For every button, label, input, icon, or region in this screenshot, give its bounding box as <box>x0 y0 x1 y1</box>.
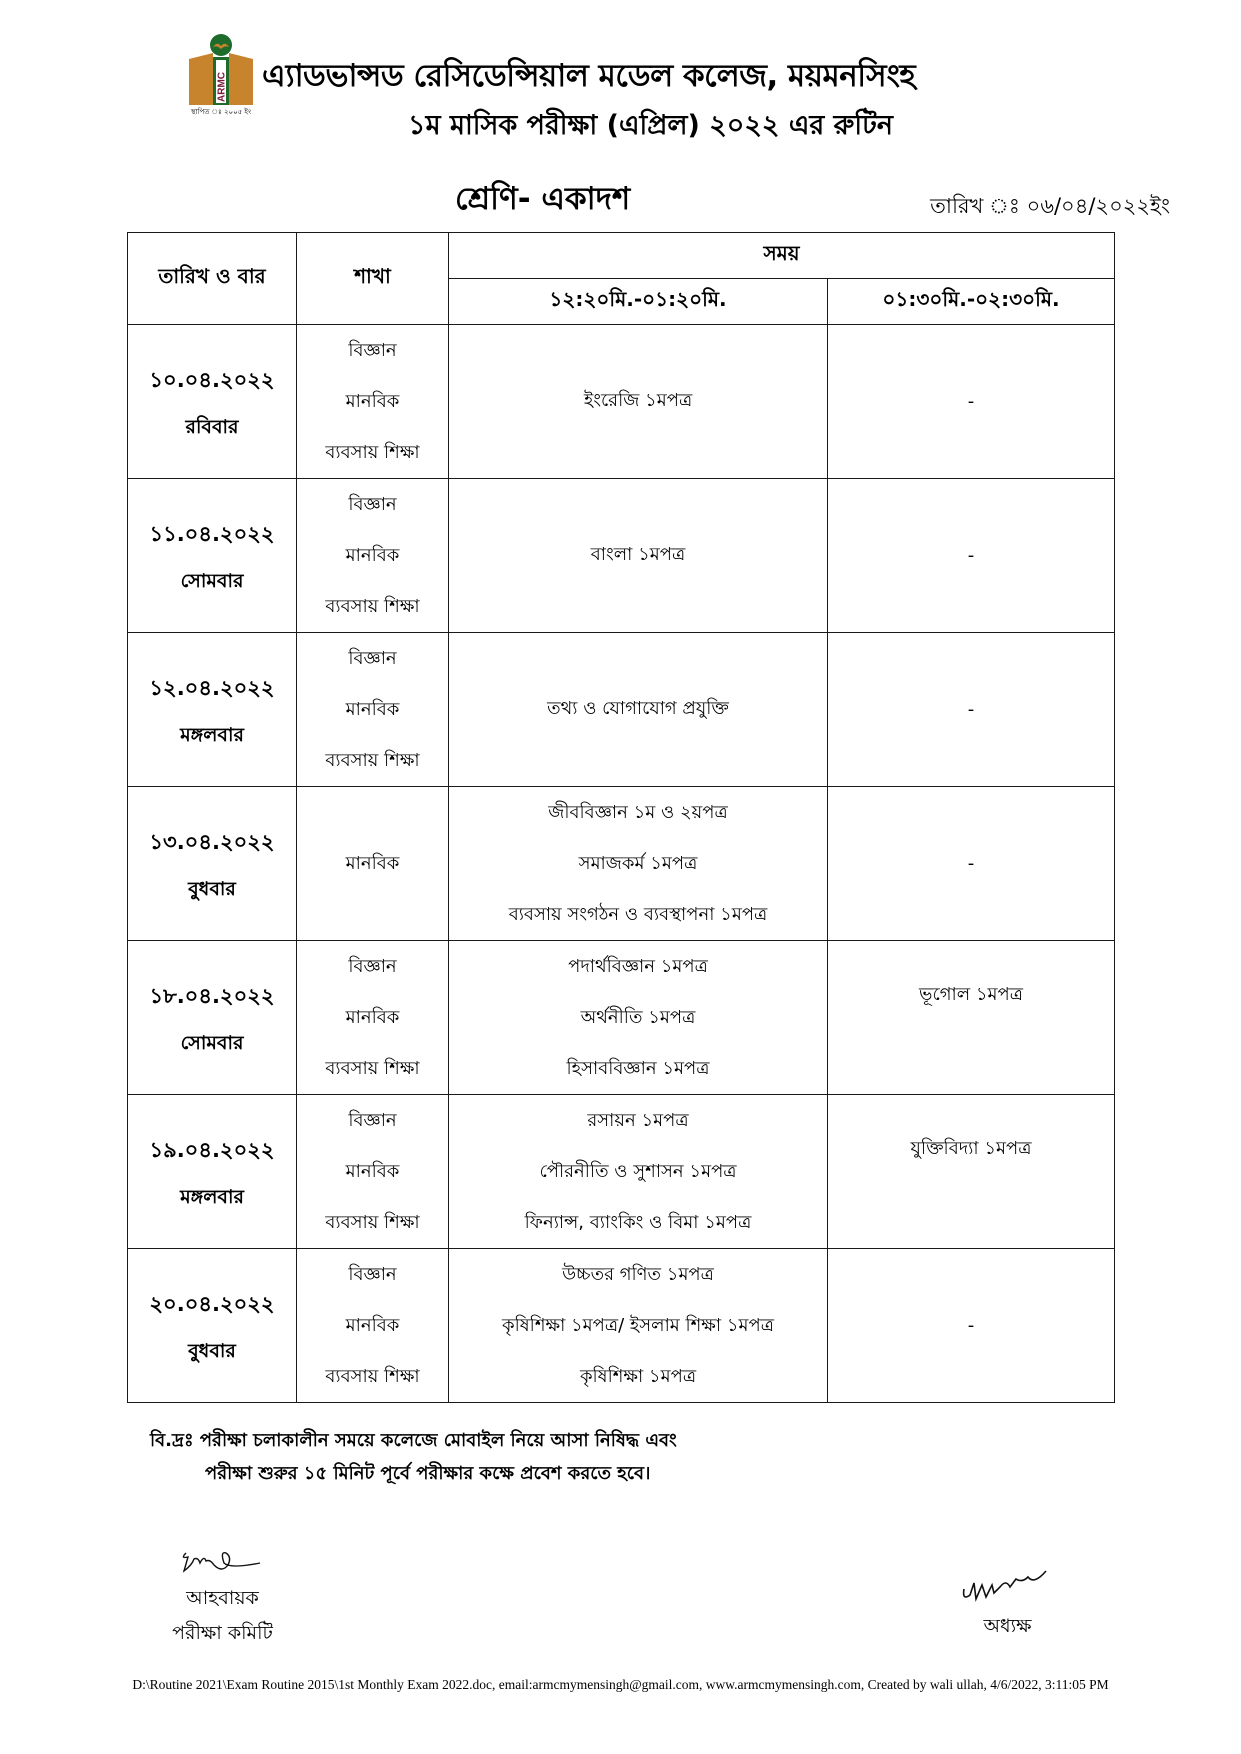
date-day-cell <box>128 787 297 941</box>
signature-convener-role-1: আহবায়ক <box>186 1587 259 1609</box>
slot-1-cell <box>449 941 828 1095</box>
table-row <box>128 1095 1115 1249</box>
branch-name: বিজ্ঞান <box>348 956 397 977</box>
signature-principal-role: অধ্যক্ষ <box>983 1615 1032 1637</box>
branch-name: ব্যবসায় শিক্ষা <box>325 750 420 771</box>
armc-logo-icon <box>186 33 256 107</box>
subject: পদার্থবিজ্ঞান ১মপত্র <box>568 956 708 977</box>
note <box>150 1424 677 1490</box>
branch-name: ব্যবসায় শিক্ষা <box>325 442 420 463</box>
subject: তথ্য ও যোগাযোগ প্রযুক্তি <box>547 698 729 719</box>
exam-weekday: মঙ্গলবার <box>180 723 244 746</box>
header-slot-2: ০১:৩০মি.-০২:৩০মি. <box>828 279 1115 325</box>
signature-convener-role-2: পরীক্ষা কমিটি <box>172 1622 273 1644</box>
slot-2-cell <box>828 633 1115 787</box>
date-day-cell <box>128 941 297 1095</box>
slot-1-cell <box>449 1095 828 1249</box>
header-date-day: তারিখ ও বার <box>128 233 297 325</box>
date-day-cell <box>128 325 297 479</box>
header-time: সময় <box>449 233 1115 279</box>
exam-date: ১২.০৪.২০২২ <box>149 675 275 700</box>
subject: কৃষিশিক্ষা ১মপত্র/ ইসলাম শিক্ষা ১মপত্র <box>502 1315 774 1336</box>
branch-name: বিজ্ঞান <box>348 1110 397 1131</box>
branch-name: বিজ্ঞান <box>348 494 397 515</box>
logo-caption: স্থাপিত ঃ ২০০৫ ইং <box>190 108 252 116</box>
subject: ভূগোল ১মপত্র <box>919 984 1023 1005</box>
subject: যুক্তিবিদ্যা ১মপত্র <box>910 1138 1032 1159</box>
branch-name: ব্যবসায় শিক্ষা <box>325 596 420 617</box>
slot-1-cell <box>449 479 828 633</box>
branch-name: মানবিক <box>345 391 400 412</box>
class-title: শ্রেণি- একাদশ <box>455 181 631 217</box>
note-line-1: বি.দ্রঃ পরীক্ষা চলাকালীন সময়ে কলেজে মোবাইল নিয়ে আসা নিষিদ্ধ এবং <box>150 1430 677 1451</box>
table-row <box>128 1249 1115 1403</box>
branch-cell <box>297 1249 449 1403</box>
table-row <box>128 787 1115 941</box>
exam-weekday: সোমবার <box>180 569 244 592</box>
issue-date: তারিখ ঃ ০৬/০৪/২০২২ইং <box>930 194 1170 218</box>
exam-date: ১৮.০৪.২০২২ <box>149 983 275 1008</box>
date-day-cell <box>128 1249 297 1403</box>
header-slot-1: ১২:২০মি.-০১:২০মি. <box>449 279 828 325</box>
branch-name: মানবিক <box>345 699 400 720</box>
exam-weekday: সোমবার <box>180 1031 244 1054</box>
date-day-cell <box>128 633 297 787</box>
slot-1-cell <box>449 1249 828 1403</box>
branch-name: মানবিক <box>345 1007 400 1028</box>
branch-cell <box>297 633 449 787</box>
exam-weekday: রবিবার <box>185 415 239 438</box>
slot-2-cell <box>828 941 1115 1095</box>
slot-1-cell <box>449 633 828 787</box>
subject: রসায়ন ১মপত্র <box>587 1110 689 1131</box>
branch-name: বিজ্ঞান <box>348 648 397 669</box>
branch-name: মানবিক <box>345 545 400 566</box>
date-day-cell <box>128 1095 297 1249</box>
exam-date: ১১.০৪.২০২২ <box>149 521 275 546</box>
subject: উচ্চতর গণিত ১মপত্র <box>562 1264 714 1285</box>
exam-date: ১৩.০৪.২০২২ <box>149 829 275 854</box>
subject: জীববিজ্ঞান ১ম ও ২য়পত্র <box>548 802 728 823</box>
subject: বাংলা ১মপত্র <box>590 544 686 565</box>
signature-block-principal <box>945 1565 1070 1644</box>
subject: - <box>967 391 975 412</box>
table-row <box>128 633 1115 787</box>
slot-2-cell <box>828 325 1115 479</box>
branch-name: ব্যবসায় শিক্ষা <box>325 1366 420 1387</box>
branch-name: বিজ্ঞান <box>348 340 397 361</box>
exam-routine-table <box>127 232 1115 1403</box>
subject: পৌরনীতি ও সুশাসন ১মপত্র <box>539 1161 737 1182</box>
date-day-cell <box>128 479 297 633</box>
branch-cell <box>297 787 449 941</box>
branch-cell <box>297 325 449 479</box>
slot-1-cell <box>449 325 828 479</box>
table-row <box>128 941 1115 1095</box>
branch-name: ব্যবসায় শিক্ষা <box>325 1058 420 1079</box>
exam-weekday: বুধবার <box>188 877 236 900</box>
subject: ব্যবসায় সংগঠন ও ব্যবস্থাপনা ১মপত্র <box>508 904 768 925</box>
table-row <box>128 479 1115 633</box>
college-logo <box>186 33 256 107</box>
slot-2-cell <box>828 787 1115 941</box>
college-name: এ্যাডভান্সড রেসিডেন্সিয়াল মডেল কলেজ, ময়মনসিংহ <box>262 58 916 94</box>
subject: - <box>967 1315 975 1336</box>
subject: হিসাববিজ্ঞান ১মপত্র <box>566 1058 710 1079</box>
subject: কৃষিশিক্ষা ১মপত্র <box>579 1366 697 1387</box>
branch-cell <box>297 479 449 633</box>
branch-name: বিজ্ঞান <box>348 1264 397 1285</box>
slot-2-cell <box>828 1249 1115 1403</box>
subject: - <box>967 853 975 874</box>
subject: - <box>967 545 975 566</box>
subject: ফিন্যান্স, ব্যাংকিং ও বিমা ১মপত্র <box>524 1212 752 1233</box>
signature-principal-icon <box>958 1565 1058 1605</box>
exam-date: ১৯.০৪.২০২২ <box>149 1137 275 1162</box>
slot-2-cell <box>828 1095 1115 1249</box>
branch-name: মানবিক <box>345 1161 400 1182</box>
note-line-2: পরীক্ষা শুরুর ১৫ মিনিট পূর্বে পরীক্ষার কক্ষে প্রবেশ করতে হবে। <box>205 1463 651 1484</box>
subject: অর্থনীতি ১মপত্র <box>580 1007 696 1028</box>
exam-weekday: মঙ্গলবার <box>180 1185 244 1208</box>
subject: ইংরেজি ১মপত্র <box>583 390 693 411</box>
branch-name: মানবিক <box>345 1315 400 1336</box>
branch-name: মানবিক <box>345 853 400 874</box>
routine-body <box>128 325 1115 1403</box>
logo-text: ARMC <box>216 72 228 102</box>
exam-date: ১০.০৪.২০২২ <box>149 367 275 392</box>
branch-cell <box>297 1095 449 1249</box>
slot-1-cell <box>449 787 828 941</box>
exam-weekday: বুধবার <box>188 1339 236 1362</box>
exam-title: ১ম মাসিক পরীক্ষা (এপ্রিল) ২০২২ এর রুটিন <box>408 110 893 141</box>
slot-2-cell <box>828 479 1115 633</box>
document-footer: D:\Routine 2021\Exam Routine 2015\1st Monthly Exam 2022.doc, email:armcmymensingh@gmail.com, www.armcmymensingh.com, Created by wali ullah, 4/6/2022, 3:11:05 PM <box>132 1677 1109 1692</box>
branch-cell <box>297 941 449 1095</box>
table-row <box>128 325 1115 479</box>
signature-block-convener <box>160 1545 285 1651</box>
subject: - <box>967 699 975 720</box>
header-branch: শাখা <box>297 233 449 325</box>
exam-date: ২০.০৪.২০২২ <box>149 1291 275 1316</box>
subject: সমাজকর্ম ১মপত্র <box>578 853 698 874</box>
signature-convener-icon <box>178 1545 268 1577</box>
branch-name: ব্যবসায় শিক্ষা <box>325 1212 420 1233</box>
